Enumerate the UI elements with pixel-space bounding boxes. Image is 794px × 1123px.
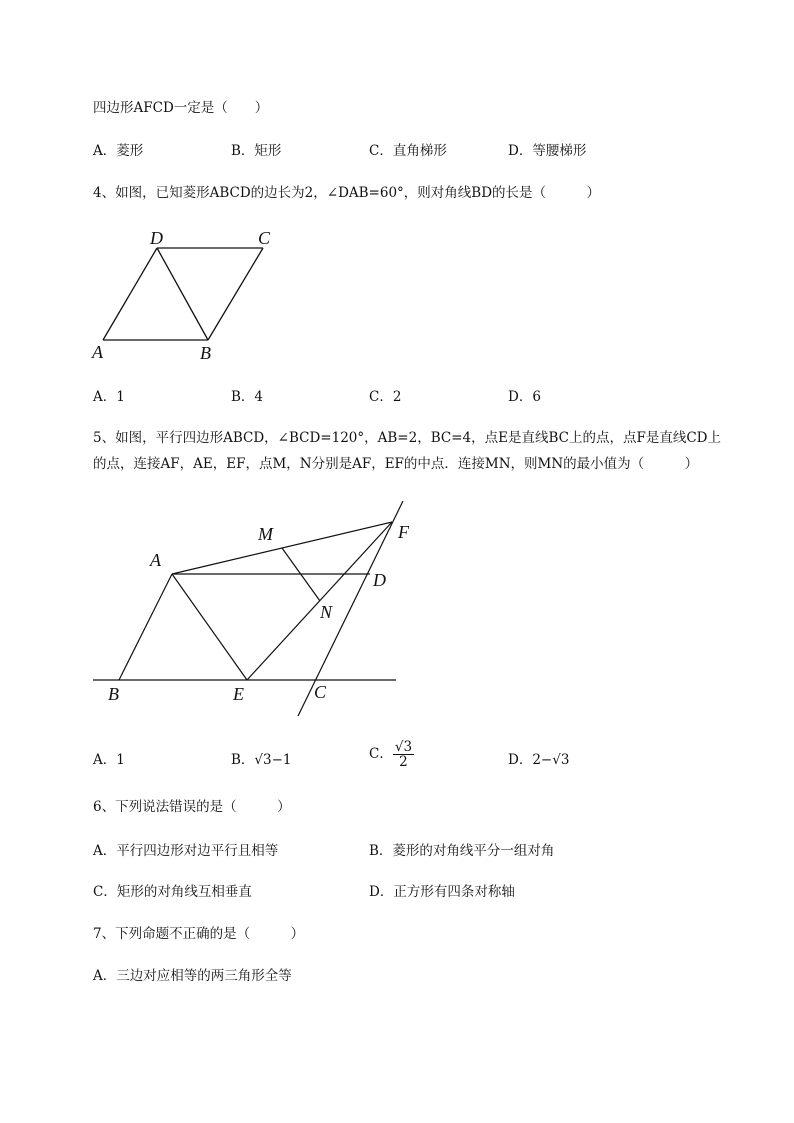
q5-option-c-fraction bbox=[393, 740, 414, 769]
q5-option-c-prefix: C． bbox=[369, 746, 393, 762]
q5-label-b: B bbox=[108, 684, 119, 704]
q4-label-a: A bbox=[92, 342, 103, 362]
q5-label-m: M bbox=[258, 524, 273, 544]
q4-option-d: D．6 bbox=[508, 389, 541, 405]
q5-option-d-expression: 2−√3 bbox=[532, 752, 570, 768]
q4-option-b: B．4 bbox=[231, 389, 264, 405]
q5-label-c: C bbox=[314, 682, 327, 702]
q5-option-c bbox=[369, 740, 414, 769]
q5-option-b bbox=[231, 750, 292, 770]
q5-option-d-prefix: D． bbox=[508, 752, 533, 768]
q6-option-c: C．矩形的对角线互相垂直 bbox=[93, 884, 252, 900]
q5-option-a: A．1 bbox=[93, 752, 125, 768]
q3-option-d: D．等腰梯形 bbox=[508, 143, 587, 159]
q5-option-b-prefix: B． bbox=[231, 752, 255, 768]
q5-stem-line1: 5、如图，平行四边形ABCD，∠BCD=120°，AB=2，BC=4，点E是直线BC上的点，点F是直线CD上 bbox=[93, 430, 721, 446]
q4-stem: 4、如图，已知菱形ABCD的边长为2，∠DAB=60°，则对角线BD的长是（ ） bbox=[93, 185, 601, 201]
q5-label-n: N bbox=[320, 602, 333, 622]
q5-stem-line2: 的点，连接AF，AE，EF，点M，N分别是AF，EF的中点．连接MN，则MN的最小值为（ ） bbox=[93, 456, 699, 472]
q3-option-a: A．菱形 bbox=[93, 143, 144, 159]
q7-option-a: A．三边对应相等的两三角形全等 bbox=[93, 968, 292, 984]
q5-label-d: D bbox=[373, 570, 386, 590]
q4-label-b: B bbox=[200, 343, 211, 363]
q3-option-b: B．矩形 bbox=[231, 143, 282, 159]
q6-stem: 6、下列说法错误的是（ ） bbox=[93, 799, 291, 815]
q6-option-b: B．菱形的对角线平分一组对角 bbox=[369, 843, 555, 859]
q3-option-c: C．直角梯形 bbox=[369, 143, 447, 159]
q6-option-d: D．正方形有四条对称轴 bbox=[369, 884, 515, 900]
q4-option-c: C．2 bbox=[369, 389, 402, 405]
q5-option-c-numerator: √3 bbox=[394, 739, 413, 755]
q5-label-f: F bbox=[398, 522, 409, 542]
q7-stem: 7、下列命题不正确的是（ ） bbox=[93, 926, 305, 942]
q5-option-b-expression: √3−1 bbox=[254, 752, 292, 768]
q5-option-d bbox=[508, 750, 569, 770]
q5-label-a: A bbox=[150, 550, 161, 570]
q3-stem: 四边形AFCD一定是（ ） bbox=[93, 100, 269, 116]
q5-option-c-denominator: 2 bbox=[399, 754, 408, 770]
q5-segment-ae bbox=[172, 574, 247, 680]
q4-option-a: A．1 bbox=[93, 389, 125, 405]
q6-option-a: A．平行四边形对边平行且相等 bbox=[93, 843, 279, 859]
q4-label-d: D bbox=[150, 228, 163, 248]
q4-label-c: C bbox=[258, 228, 271, 248]
q5-label-e: E bbox=[233, 684, 244, 704]
q5-side-ab bbox=[119, 574, 172, 680]
